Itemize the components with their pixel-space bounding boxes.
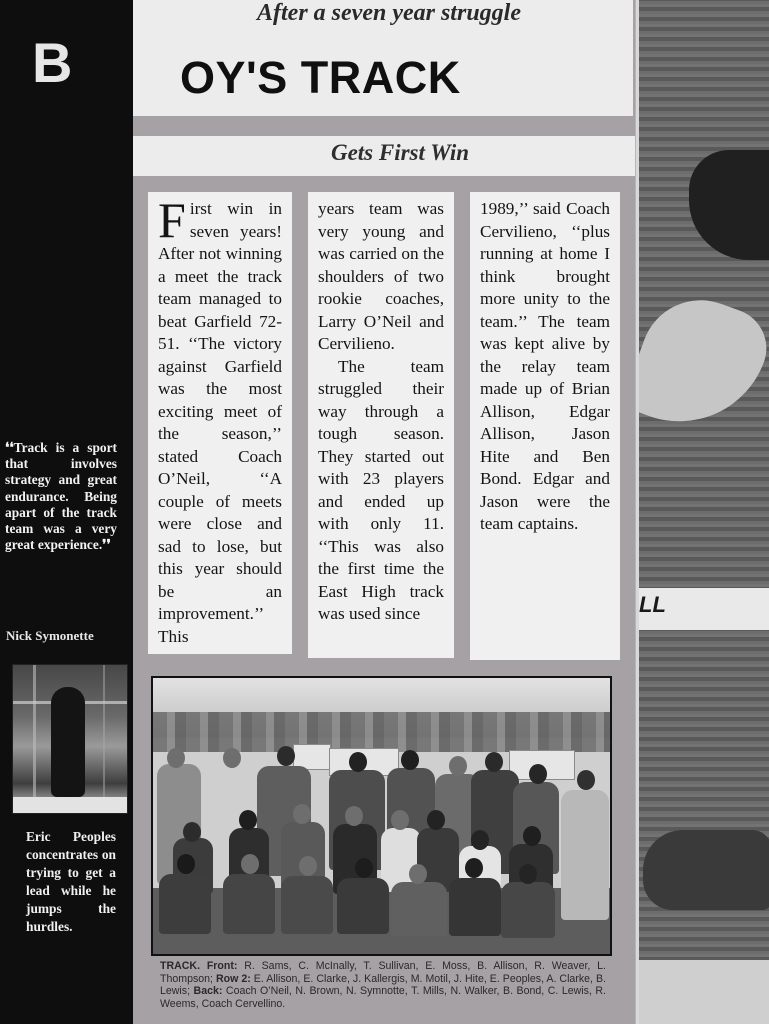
- photo-pole: [33, 665, 36, 814]
- team-member-head: [167, 748, 185, 768]
- runner-closeup-photo: [636, 0, 769, 1024]
- caption-label-row2: Row 2:: [216, 972, 251, 985]
- hurdler-photo: [12, 664, 128, 814]
- team-member-head: [529, 764, 547, 784]
- team-member: [449, 878, 501, 936]
- team-member-head: [355, 858, 373, 878]
- team-member: [391, 882, 447, 936]
- caption-label-front: Front:: [206, 960, 238, 972]
- team-member-head: [277, 746, 295, 766]
- team-photo: [151, 676, 612, 956]
- team-member: [223, 874, 275, 934]
- team-member-head: [239, 810, 257, 830]
- pull-quote-author: Nick Symonette: [6, 628, 94, 643]
- team-member: [337, 878, 389, 934]
- team-member-head: [345, 806, 363, 826]
- photo-hand: [689, 150, 769, 260]
- headline-initial-letter: B: [32, 31, 74, 94]
- team-member-head: [391, 810, 409, 830]
- team-member: [501, 882, 555, 938]
- team-member: [561, 790, 609, 920]
- team-member: [281, 876, 333, 934]
- team-member-head: [349, 752, 367, 772]
- team-member-head: [241, 854, 259, 874]
- team-photo-trees: [153, 712, 612, 752]
- team-member-head: [427, 810, 445, 830]
- team-member-head: [577, 770, 595, 790]
- team-member-head: [409, 864, 427, 884]
- photo-sign-text: LL: [639, 592, 666, 617]
- team-photo-caption: [160, 960, 606, 1010]
- photo-ground: [13, 797, 128, 814]
- article-column-2-paragraph-1: years team was very young and was carried on the shoulders of two rookie coaches, Larry O’Neil and Cervilieno.: [318, 199, 444, 353]
- caption-label-back: Back:: [193, 985, 223, 998]
- caption-back-names: Coach O’Neil, N. Brown, N. Symnotte, T. Mills, N. Walker, B. Bond, C. Lewis, R. Weems, Coach Cervellino.: [160, 985, 606, 1010]
- subhead: Gets First Win: [330, 140, 470, 165]
- caption-row2-names: E. Allison, E. Clarke, J. Kallergis, M. Motil, J. Hite, E. Peoples, A. Clarke, B. Lewis;: [160, 972, 606, 998]
- team-member-head: [471, 830, 489, 850]
- article-column-1-text: irst win in seven years! After not winning a meet the track team managed to beat Garfield 72-51. ‘‘The victory against Garfield was the most exciting meet of the season,’’ stated Coach O’Neil, ‘‘A couple of meets were close and sad to lose, but this year should be an improvement.’’ This: [158, 199, 282, 646]
- photo-pole: [103, 665, 105, 814]
- kicker-headline: After a seven year struggle: [257, 0, 521, 26]
- team-member-head: [401, 750, 419, 770]
- pull-quote: ❛❛Track is a sport that involves strategy and great endurance. Being apart of the track team was a very great experience.❜❜: [5, 440, 117, 553]
- article-column-1: [148, 192, 292, 654]
- team-member-head: [183, 822, 201, 842]
- photo-runner-silhouette: [51, 687, 85, 797]
- article-column-2: [308, 192, 454, 658]
- team-member-head: [299, 856, 317, 876]
- photo-shoe: [643, 830, 769, 910]
- team-member-head: [449, 756, 467, 776]
- team-member: [159, 874, 211, 934]
- article-column-2-paragraph-2: The team struggled their way through a tough season. They started out with 23 players and ended up with only 11. ‘‘This was also the first time the East High track was used since: [318, 356, 444, 623]
- team-member-head: [465, 858, 483, 878]
- article-column-3-text: 1989,’’ said Coach Cervilieno, ‘‘plus running at home I think brought more unity to the team.’’ The team was kept alive by the relay team made up of Brian Allison, Edgar Allison, Jason Hite and Ben Bond. Edgar and Jason were the team captains.: [480, 199, 610, 533]
- team-member-head: [523, 826, 541, 846]
- team-member-head: [519, 864, 537, 884]
- main-headline: OY'S TRACK: [180, 52, 461, 103]
- photo-arm: [636, 283, 769, 446]
- hurdler-photo-caption: Eric Peoples concentrates on trying to get a lead while he jumps the hurdles.: [26, 829, 116, 934]
- team-member-head: [177, 854, 195, 874]
- drop-cap: F: [158, 192, 186, 248]
- team-member-head: [293, 804, 311, 824]
- team-member-head: [485, 752, 503, 772]
- caption-label-track: TRACK.: [160, 960, 201, 972]
- photo-ground: [639, 960, 769, 1024]
- caption-front-names: R. Sams, C. McInally, T. Sullivan, E. Moss, B. Allison, R. Weaver, L. Thompson;: [160, 960, 606, 985]
- team-member-head: [223, 748, 241, 768]
- article-column-3: [470, 192, 620, 660]
